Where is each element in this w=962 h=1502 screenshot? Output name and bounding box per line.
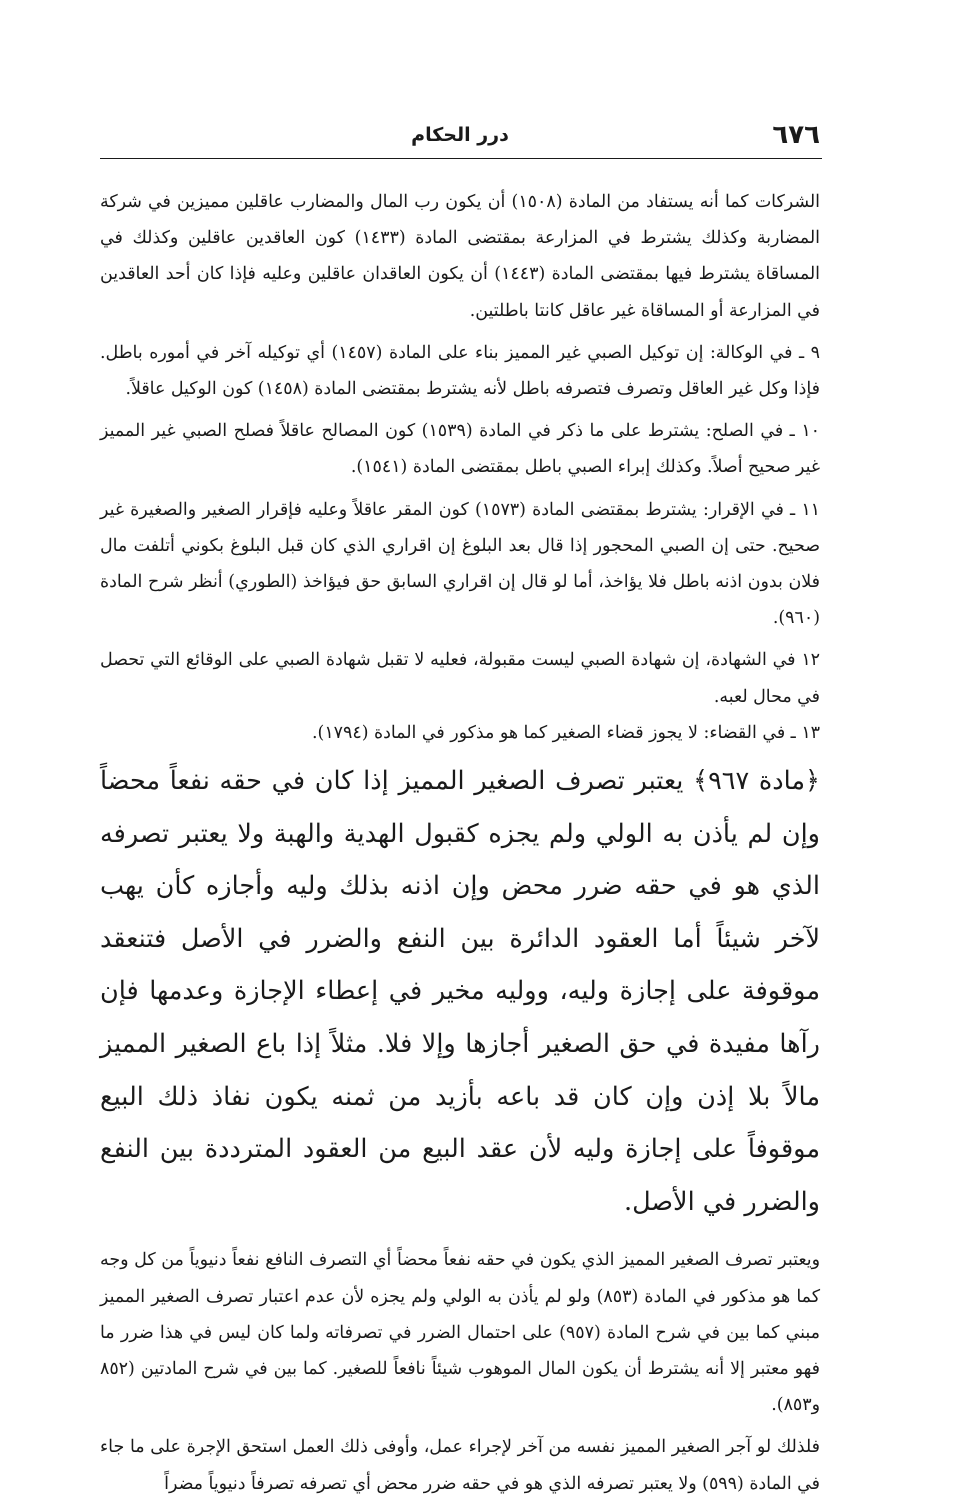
paragraph-acknowledgement: ١١ ـ في الإقرار: يشترط بمقتضى المادة (١٥٧٣) كون المقر عاقلاً وعليه فإقرار الصغير والصغيرة غير صحيح. حتى إن الصبي المحجور إذا قال بعد البلوغ إن اقراري الذي كان قبل البلوغ بكوني أتلفت مال فلان بدون اذنه باطل فلا يؤاخذ، أما لو قال إن اقراري السابق حق فيؤاخذ (الطوري) أنظر شرح المادة (٩٦٠). xyxy=(100,499,821,629)
running-title: درر الحكام xyxy=(411,124,509,146)
paragraph-settlement: ١٠ ـ في الصلح: يشترط على ما ذكر في المادة (١٥٣٩) كون المصالح عاقلاً فصلح الصبي غير المميز غير صحيح أصلاً. وكذلك إبراء الصبي باطل بمقتضى المادة (١٥٤١). xyxy=(100,421,821,478)
paragraph-companies: الشركات كما أنه يستفاد من المادة (١٥٠٨) أن يكون رب المال والمضارب عاقلين مميزين في شركة المضاربة وكذلك يشترط في المزارعة بمقتضى المادة (١٤٣٣) كون العاقدين عاقلين وكذلك في المساقاة يشترط فيها بمقتضى المادة (١٤٤٣) أن يكون العاقدان عاقلين وعليه فإذا كان أحد العاقدين في المزارعة أو المساقاة غير عاقل كانتا باطلتين. xyxy=(100,192,821,321)
paragraph-agency: ٩ ـ في الوكالة: إن توكيل الصبي غير المميز بناء على المادة (١٤٥٧) أي توكيله آخر في أموره باطل. فإذا وكل غير العاقل وتصرف فتصرفه باطل لأنه يشترط بمقتضى المادة (١٤٥٨) كون الوكيل عاقلاً. xyxy=(100,342,821,400)
paragraph-testimony: ١٢ في الشهادة، إن شهادة الصبي ليست مقبولة، فعليه لا تقبل شهادة الصبي على الوقائع التي تحصل في محال لعبه. xyxy=(100,650,820,707)
article-967: ﴿مادة ٩٦٧﴾ يعتبر تصرف الصغير المميز إذا كان في حقه نفعاً محضاً وإن لم يأذن به الولي ولم يجزه كقبول الهدية والهبة ولا يعتبر تصرفه الذي هو في حقه ضرر محض وإن اذنه بذلك وليه وأجازه كأن يهب لآخر شيئاً أما العقود الدائرة بين النفع والضرر في الأصل فتنعقد موقوفة على إجازة وليه، ووليه مخير في إعطاء الإجازة وعدمها فإن رآها مفيدة في حق الصغير أجازها وإلا فلا. مثلاً إذا باع الصغير المميز مالاً بلا إذن وإن كان قد باعه بأزيد من ثمنه يكون نفاذ ذلك البيع موقوفاً على إجازة وليه لأن عقد البيع من العقود المترددة بين النفع والضرر في الأصل. xyxy=(100,766,820,1217)
page-number: ٦٧٦ xyxy=(772,120,820,150)
page-header xyxy=(100,118,820,158)
paragraph-commentary: ويعتبر تصرف الصغير المميز الذي يكون في حقه نفعاً محضاً أي التصرف النافع نفعاً دنيوياً من كل وجه كما هو مذكور في المادة (٨٥٣) ولو لم يأذن به الولي ولم يجزه لأن عدم اعتبار تصرف الصغير المميز مبني كما بين في شرح المادة (٩٥٧) على احتمال الضرر في تصرفاته ولما كان ليس في هذا ضرر ما فهو معتبر إلا أنه يشترط أن يكون المال الموهوب شيئاً نافعاً للصغير. كما بين في شرح المادتين (٨٥٢ و٨٥٣). xyxy=(100,1250,820,1416)
paragraph-hire-example: فلذلك لو آجر الصغير المميز نفسه من آخر لإجراء عمل، وأوفى ذلك العمل استحق الإجرة على ما جاء في المادة (٥٩٩) ولا يعتبر تصرفه الذي هو في حقه ضرر محض أي تصرفه تصرفاً دنيوياً مضراً xyxy=(100,1437,820,1494)
main-text-block xyxy=(100,184,820,1502)
paragraph-judgeship: ١٣ ـ في القضاء: لا يجوز قضاء الصغير كما هو مذكور في المادة (١٧٩٤). xyxy=(311,722,820,743)
header-rule xyxy=(100,158,822,159)
